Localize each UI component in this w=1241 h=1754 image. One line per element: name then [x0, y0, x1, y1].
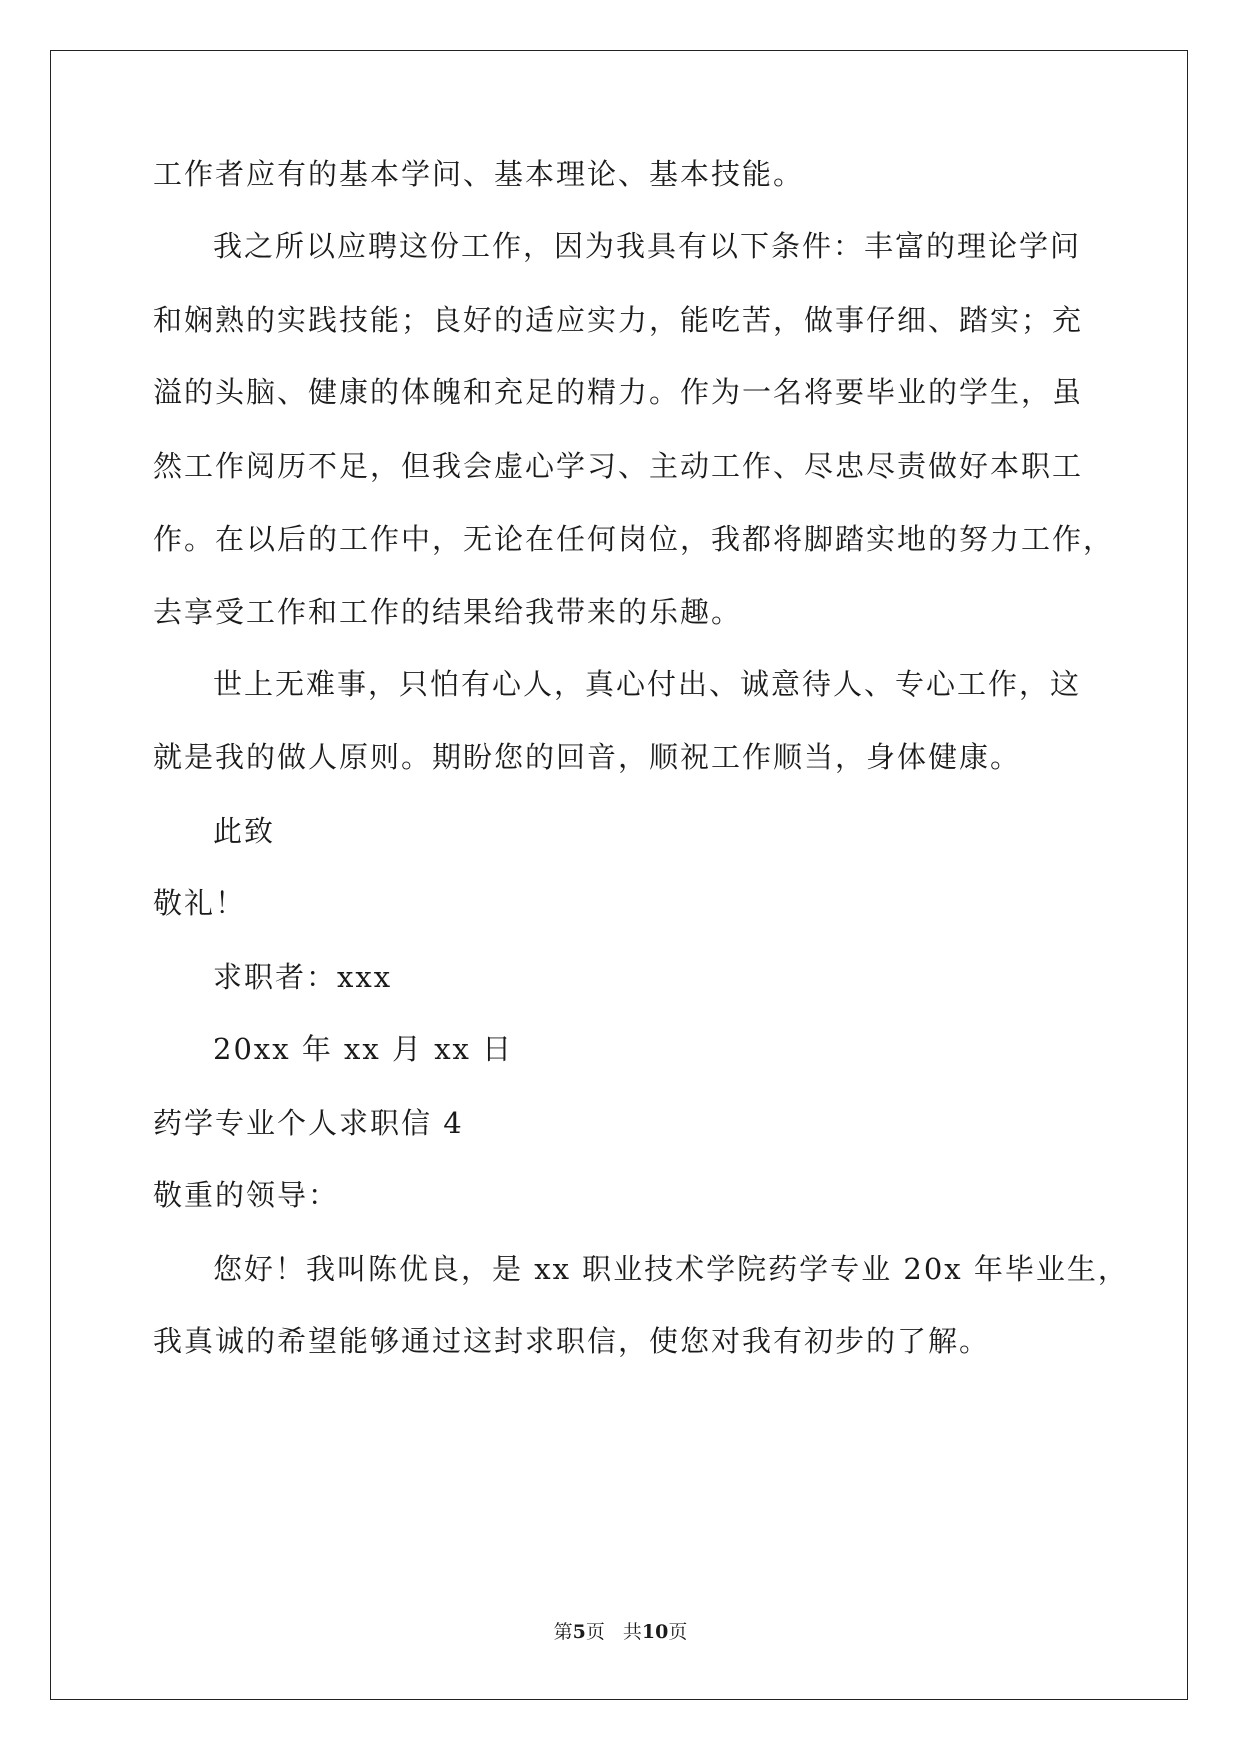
text-line: 世上无难事，只怕有心人，真心付出、诚意待人、专心工作，这 [213, 667, 1082, 701]
text-line: 然工作阅历不足，但我会虚心学习、主动工作、尽忠尽责做好本职工 [153, 449, 1084, 483]
text-line: 工作者应有的基本学问、基本理论、基本技能。 [153, 157, 805, 191]
footer-total-prefix: 共 [622, 1621, 642, 1643]
footer-page-suffix: 页 [585, 1621, 605, 1643]
text-line: 和娴熟的实践技能；良好的适应实力，能吃苦，做事仔细、踏实；充 [153, 303, 1084, 337]
text-line: 您好！我叫陈优良，是 xx 职业技术学院药学专业 20x 年毕业生， [213, 1252, 1129, 1286]
text-line: 溢的头脑、健康的体魄和充足的精力。作为一名将要毕业的学生，虽 [153, 375, 1084, 409]
text-line: 去享受工作和工作的结果给我带来的乐趣。 [153, 595, 743, 629]
footer-total-suffix: 页 [668, 1621, 688, 1643]
signature: 求职者：xxx [213, 960, 393, 994]
text-line: 我真诚的希望能够通过这封求职信，使您对我有初步的了解。 [153, 1324, 991, 1358]
page-footer [0, 1620, 1241, 1644]
greeting: 敬重的领导： [153, 1178, 340, 1212]
text-line: 作。在以后的工作中，无论在任何岗位，我都将脚踏实地的努力工作， [153, 522, 1115, 556]
text-line: 我之所以应聘这份工作，因为我具有以下条件：丰富的理论学问 [213, 229, 1082, 263]
footer-total-number: 10 [641, 1621, 669, 1643]
footer-page-number: 5 [572, 1621, 586, 1643]
text-line: 就是我的做人原则。期盼您的回音，顺祝工作顺当，身体健康。 [153, 740, 1022, 774]
section-heading: 药学专业个人求职信 4 [153, 1106, 464, 1140]
page-border [50, 50, 1188, 1700]
footer-page-prefix: 第 [553, 1621, 573, 1643]
salutation-closing: 敬礼！ [153, 886, 247, 920]
closing-phrase: 此致 [213, 814, 276, 848]
date: 20xx 年 xx 月 xx 日 [213, 1032, 514, 1066]
